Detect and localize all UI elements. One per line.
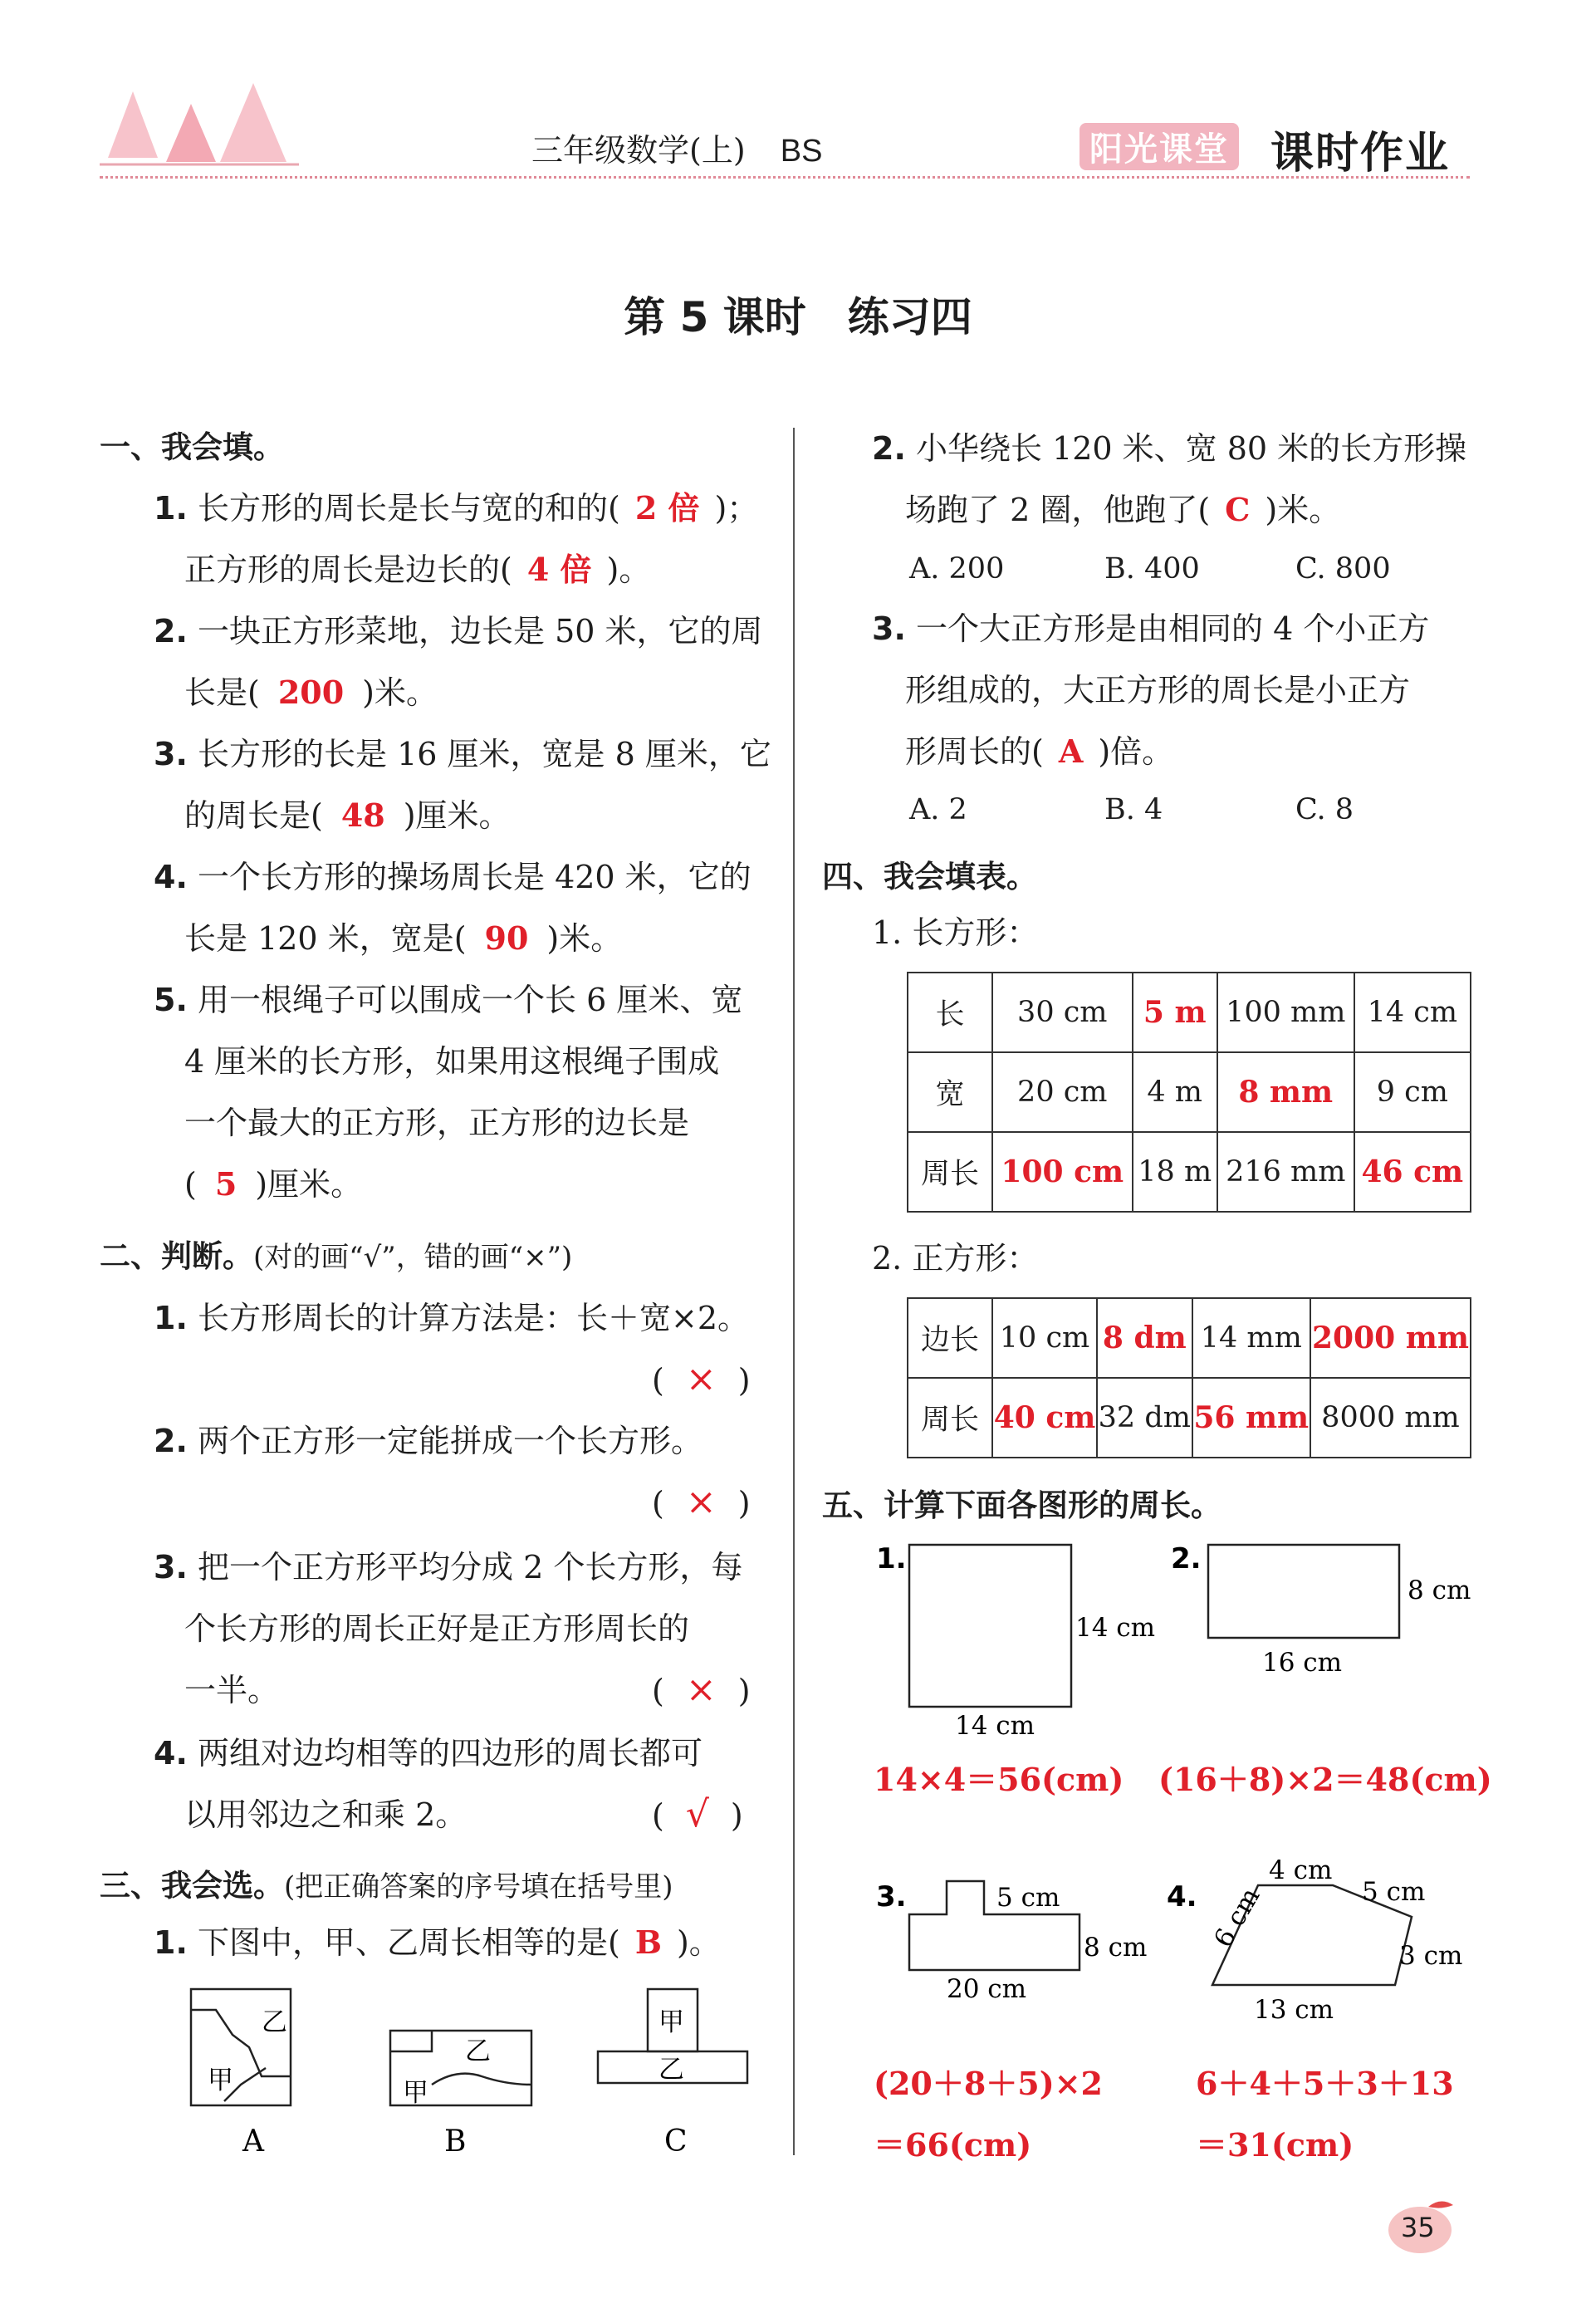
label-yi-a: 乙 [262,2007,287,2037]
s1-q4-line2 [184,908,622,969]
answer: 5 [214,1165,237,1203]
section-5-heading: 五、计算下面各图形的周长。 [822,1487,1221,1523]
s1-q5-line4 [184,1154,362,1215]
s2-q4-answer-box: ( √ ) [652,1793,743,1835]
table-cell: 100 mm [1217,973,1354,1052]
q-number: 2. [154,1423,188,1459]
answer: 200 [277,674,345,711]
q-number: 1. [154,490,188,527]
section-4-heading: 四、我会填表。 [822,859,1037,894]
table-cell-answer: 100 cm [992,1132,1133,1212]
figure-2-bottom-label: 16 cm [1262,1648,1343,1678]
trees-decoration-icon [100,79,299,170]
q-text: 正方形的周长是边长的( [184,551,512,588]
q-text: )。 [676,1924,721,1961]
q-text: 一块正方形菜地，边长是 50 米，它的周 [197,613,763,649]
figure-3-calc-line2: ＝66(cm) [874,2126,1032,2164]
q-text: 形周长的( [905,733,1044,770]
figure-4-right-top-label: 5 cm [1362,1877,1426,1907]
q-text: )厘米。 [403,797,511,834]
answer: 4 倍 [526,551,592,588]
label-jia-a: 甲 [208,2066,233,2095]
figure-1-calc: 14×4＝56(cm) [874,1761,1124,1798]
q-number: 3. [154,1549,188,1585]
q-number: 3. [872,610,906,647]
s2-q3-line3: 一半。 [184,1672,280,1708]
s3-q3-line1 [872,598,1429,659]
figure-3-number: 3. [876,1880,907,1914]
table-cell: 20 cm [992,1052,1133,1132]
figure-3-bottom-label: 20 cm [947,1974,1027,2004]
table-cell: 4 m [1133,1052,1217,1132]
q-text: 场跑了 2 圈，他跑了( [905,492,1211,528]
s1-q5-line2: 4 厘米的长方形，如果用这根绳子围成 [184,1043,720,1080]
figure-4-right-label: 3 cm [1399,1941,1463,1971]
q-text: )。 [606,551,651,588]
s3-q3-line3 [905,721,1173,782]
q-text: 用一根绳子可以围成一个长 6 厘米、宽 [197,982,743,1018]
s3-q2-option-c: C. 800 [1295,552,1391,586]
answer: C [1225,491,1251,528]
table-1-title: 1. 长方形： [872,914,1039,951]
q-text: 的周长是( [184,797,323,834]
s3-q2-option-b: B. 400 [1104,552,1200,586]
table-cell: 14 cm [1354,973,1471,1052]
book-title-text: 三年级数学(上) [531,132,746,169]
figure-3-top-label: 5 cm [996,1883,1060,1913]
table-cell-answer: 8 mm [1217,1052,1354,1132]
s3-q2-line1 [872,418,1466,479]
table-cell-answer: 5 m [1133,973,1217,1052]
table-cell-answer: 40 cm [992,1378,1097,1458]
q-text: )厘米。 [255,1166,363,1203]
q-number: 5. [154,982,188,1018]
page-number: 35 [1401,2212,1435,2243]
table-cell: 216 mm [1217,1132,1354,1212]
q-number: 1. [154,1300,188,1336]
figure-4-bottom-label: 13 cm [1254,1995,1334,2025]
table-cell-answer: 46 cm [1354,1132,1471,1212]
figure-4-top-label: 4 cm [1269,1855,1333,1885]
table-cell: 8000 mm [1310,1378,1471,1458]
figure-1-bottom-label: 14 cm [955,1711,1035,1741]
q-text: 长方形周长的计算方法是：长＋宽×2。 [197,1300,750,1336]
s3-q2-line2 [905,479,1340,541]
q-text: 长是 120 米，宽是( [184,920,467,957]
s1-q2-line1 [154,600,763,662]
s1-q3-line1 [154,723,771,785]
q-text: )米。 [1265,492,1341,528]
q-text: )倍。 [1098,733,1174,770]
label-yi-c: 乙 [658,2055,684,2085]
label-jia-c: 甲 [658,2007,684,2037]
row-header: 长 [908,973,992,1052]
figure-3-side-label: 8 cm [1084,1933,1148,1963]
q-number: 2. [154,613,188,649]
s1-q4-line1 [154,846,751,908]
s3-q2-option-a: A. 200 [909,552,1005,586]
q-number: 4. [154,859,188,895]
edition-label: BS [780,134,823,169]
s2-q3-line2: 个长方形的周长正好是正方形周长的 [184,1610,690,1647]
q-text: 长方形的周长是长与宽的和的( [197,490,620,527]
s3-q3-line2: 形组成的，大正方形的周长是小正方 [905,672,1411,708]
figure-1-square [909,1545,1071,1707]
figure-2-number: 2. [1171,1542,1202,1576]
section-2-title: 二、判断。 [100,1238,253,1274]
s3-q3-option-c: C. 8 [1295,793,1354,826]
q-text: 两个正方形一定能拼成一个长方形。 [197,1423,703,1459]
figure-4-calc-line2: ＝31(cm) [1196,2126,1354,2164]
table-cell-answer: 8 dm [1097,1298,1192,1378]
table-cell: 18 m [1133,1132,1217,1212]
label-jia-b: 甲 [403,2078,428,2108]
table-cell: 10 cm [992,1298,1097,1378]
s2-q3-line1 [154,1536,742,1598]
q-number: 2. [872,430,906,467]
s1-q1-line2 [184,539,650,600]
s2-q4-line1 [154,1723,703,1784]
cross-mark: × [685,1669,717,1711]
answer: 48 [340,796,385,834]
option-a-label: A [242,2124,264,2159]
table-row [908,1132,1471,1212]
s3-q3-option-b: B. 4 [1104,793,1163,826]
s2-q4-line2: 以用邻边之和乘 2。 [184,1796,468,1833]
s2-q1-line [154,1287,749,1349]
answer: A [1058,733,1084,770]
figure-3-calc-line1: (20＋8＋5)×2 [874,2065,1104,2102]
square-table [907,1297,1471,1458]
q-text: ( [184,1166,197,1203]
table-cell: 9 cm [1354,1052,1471,1132]
q-text: 长方形的长是 16 厘米，宽是 8 厘米，它 [197,736,771,772]
q-number: 4. [154,1735,188,1772]
q-text: 一个大正方形是由相同的 4 个小正方 [915,610,1430,647]
table-cell: 14 mm [1192,1298,1310,1378]
cross-mark: × [685,1358,717,1400]
header-divider [100,176,1470,179]
s2-q2-answer-box: ( × ) [652,1481,751,1523]
column-divider [793,428,795,2155]
figure-a [191,1989,291,2105]
label-yi-b: 乙 [465,2036,491,2066]
q-text: )； [714,490,759,527]
cross-mark: × [685,1481,717,1523]
check-mark: √ [685,1793,709,1835]
figure-2-side-label: 8 cm [1408,1576,1471,1605]
q-text: 下图中，甲、乙周长相等的是( [197,1924,620,1961]
s1-q5-line3: 一个最大的正方形，正方形的边长是 [184,1105,690,1141]
table-row [908,1052,1471,1132]
table-2-title: 2. 正方形： [872,1240,1039,1277]
q-text: 长是( [184,674,260,711]
q-text: )米。 [362,674,438,711]
book-title [531,125,822,170]
table-cell: 30 cm [992,973,1133,1052]
row-header: 宽 [908,1052,992,1132]
table-cell-answer: 2000 mm [1310,1298,1471,1378]
table-row [908,1378,1471,1458]
s2-q3-answer-box: ( × ) [652,1669,751,1711]
q-number: 3. [154,736,188,772]
section-3-heading [100,1860,673,1905]
figure-1-side-label: 14 cm [1075,1613,1156,1643]
q-text: 两组对边均相等的四边形的周长都可 [197,1735,703,1772]
option-b-label: B [444,2124,467,2159]
table-cell-answer: 56 mm [1192,1378,1310,1458]
answer: B [634,1923,662,1961]
section-1-heading: 一、我会填。 [100,429,284,465]
lesson-title: 第 5 课时 练习四 [624,293,972,341]
s1-q1-line1 [154,478,758,539]
s3-q3-option-a: A. 2 [909,793,967,826]
figure-4-number: 4. [1167,1880,1197,1914]
s3-q1-line [154,1912,721,1973]
s2-q1-answer-box: ( × ) [652,1358,751,1400]
table-row [908,1298,1471,1378]
figure-2-rectangle [1208,1545,1399,1638]
s2-q2-line [154,1410,703,1472]
rectangle-table [907,972,1471,1213]
figure-2-calc: (16＋8)×2＝48(cm) [1158,1761,1492,1798]
answer: 90 [484,919,529,957]
q-text: 小华绕长 120 米、宽 80 米的长方形操 [915,430,1467,467]
table-row [908,973,1471,1052]
section-2-heading [100,1231,572,1276]
figure-4-calc-line1: 6＋4＋5＋3＋13 [1196,2065,1454,2102]
s3-q1-figures [183,1985,764,2159]
brand-badge: 阳光课堂 [1080,123,1239,170]
row-header: 周长 [908,1378,992,1458]
q-text: )米。 [546,920,623,957]
section-3-note: (把正确答案的序号填在括号里) [284,1870,673,1904]
q-text: 一个长方形的操场周长是 420 米，它的 [197,859,751,895]
s1-q5-line1 [154,969,742,1031]
s1-q3-line2 [184,785,511,846]
q-text: 把一个正方形平均分成 2 个长方形，每 [197,1549,743,1585]
series-title: 课时作业 [1270,129,1451,179]
table-cell: 32 dm [1097,1378,1192,1458]
page-number-badge [1383,2197,1466,2255]
figure-4-left-label: 6 cm [1208,1882,1266,1953]
section-2-note: (对的画“√”，错的画“×”) [253,1241,573,1274]
s1-q2-line2 [184,662,438,723]
answer: 2 倍 [634,489,700,527]
row-header: 边长 [908,1298,992,1378]
figure-1-number: 1. [876,1542,907,1576]
section-3-title: 三、我会选。 [100,1868,284,1904]
row-header: 周长 [908,1132,992,1212]
option-c-label: C [664,2124,688,2159]
q-number: 1. [154,1924,188,1961]
